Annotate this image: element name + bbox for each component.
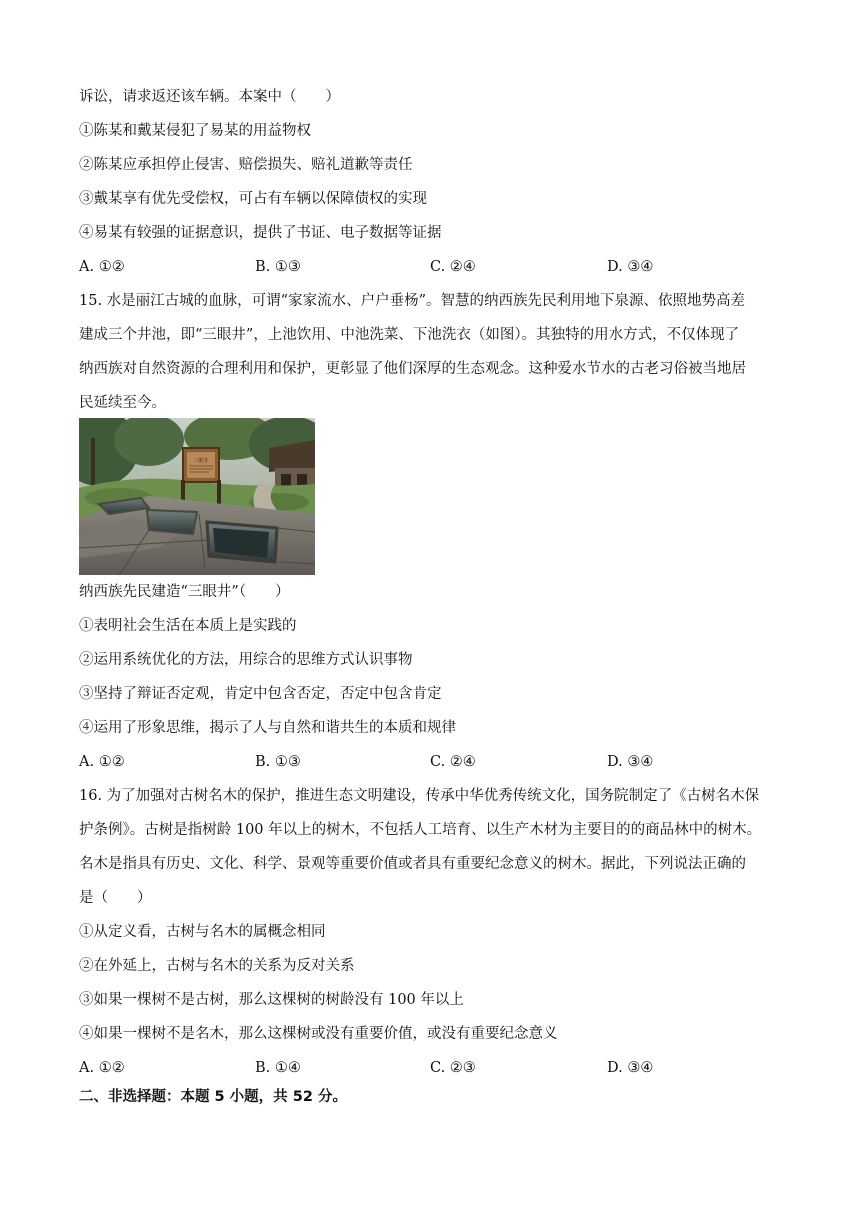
q15-options [79,752,779,772]
q16-stem-line-1: 16. 为了加强对古树名木的保护，推进生态文明建设，传承中华优秀传统文化，国务院制定了《古树名木保 [79,788,760,804]
q15-option-d: D. ③④ [607,754,654,770]
q15-question: 纳西族先民建造“三眼井”（ ） [79,584,290,600]
q15-item-3: ③坚持了辩证否定观，肯定中包含否定，否定中包含肯定 [79,686,442,702]
q15-item-4: ④运用了形象思维，揭示了人与自然和谐共生的本质和规律 [79,720,456,736]
q16-option-a: A. ①② [79,1060,125,1076]
q14-item-3: ③戴某享有优先受偿权，可占有车辆以保障债权的实现 [79,191,427,207]
q15-stem-line-2: 建成三个井池，即“三眼井”，上池饮用、中池洗菜、下池洗衣（如图）。其独特的用水方式，不仅体现了 [79,327,740,343]
sign-board-title: 三眼井 [193,458,209,464]
q15-option-a: A. ①② [79,754,125,770]
q16-item-4: ④如果一棵树不是名木，那么这棵树或没有重要价值，或没有重要纪念意义 [79,1026,558,1042]
q15-item-2: ②运用系统优化的方法，用综合的思维方式认识事物 [79,652,413,668]
q14-item-1: ①陈某和戴某侵犯了易某的用益物权 [79,123,311,139]
q15-option-c: C. ②④ [430,754,476,770]
q15-stem-line-3: 纳西族对自然资源的合理利用和保护，更彰显了他们深厚的生态观念。这种爱水节水的古老习俗被当地居 [79,361,746,377]
q14-option-a: A. ①② [79,259,125,275]
q15-stem-line-4: 民延续至今。 [79,395,166,411]
q15-stem-line-1: 15. 水是丽江古城的血脉，可谓“家家流水、户户垂杨”。智慧的纳西族先民利用地下泉源、依照地势高差 [79,293,745,309]
q16-item-1: ①从定义看，古树与名木的属概念相同 [79,924,326,940]
q16-option-b: B. ①④ [255,1060,301,1076]
three-eye-well-photo [79,418,315,575]
q16-option-c: C. ②③ [430,1060,476,1076]
q14-options [79,257,779,277]
q16-item-2: ②在外延上，古树与名木的关系为反对关系 [79,958,355,974]
q14-option-d: D. ③④ [607,259,654,275]
q14-item-4: ④易某有较强的证据意识，提供了书证、电子数据等证据 [79,225,442,241]
q16-stem-line-2: 护条例》。古树是指树龄 100 年以上的树木，不包括人工培育、以生产木材为主要目的的商品林中的树木。 [79,822,762,838]
q14-option-c: C. ②④ [430,259,476,275]
q14-item-2: ②陈某应承担停止侵害、赔偿损失、赔礼道歉等责任 [79,157,413,173]
section-2-heading: 二、非选择题：本题 5 小题，共 52 分。 [79,1089,347,1105]
q16-item-3: ③如果一棵树不是古树，那么这棵树的树龄没有 100 年以上 [79,992,464,1008]
q16-options [79,1058,779,1078]
q15-item-1: ①表明社会生活在本质上是实践的 [79,618,297,634]
q16-option-d: D. ③④ [607,1060,654,1076]
q16-stem-line-4: 是（ ） [79,890,152,906]
q14-option-b: B. ①③ [255,259,301,275]
q16-stem-line-3: 名木是指具有历史、文化、科学、景观等重要价值或者具有重要纪念意义的树木。据此，下列说法正确的 [79,856,746,872]
q15-option-b: B. ①③ [255,754,301,770]
q14-stem-tail: 诉讼，请求返还该车辆。本案中（ ） [79,89,340,105]
